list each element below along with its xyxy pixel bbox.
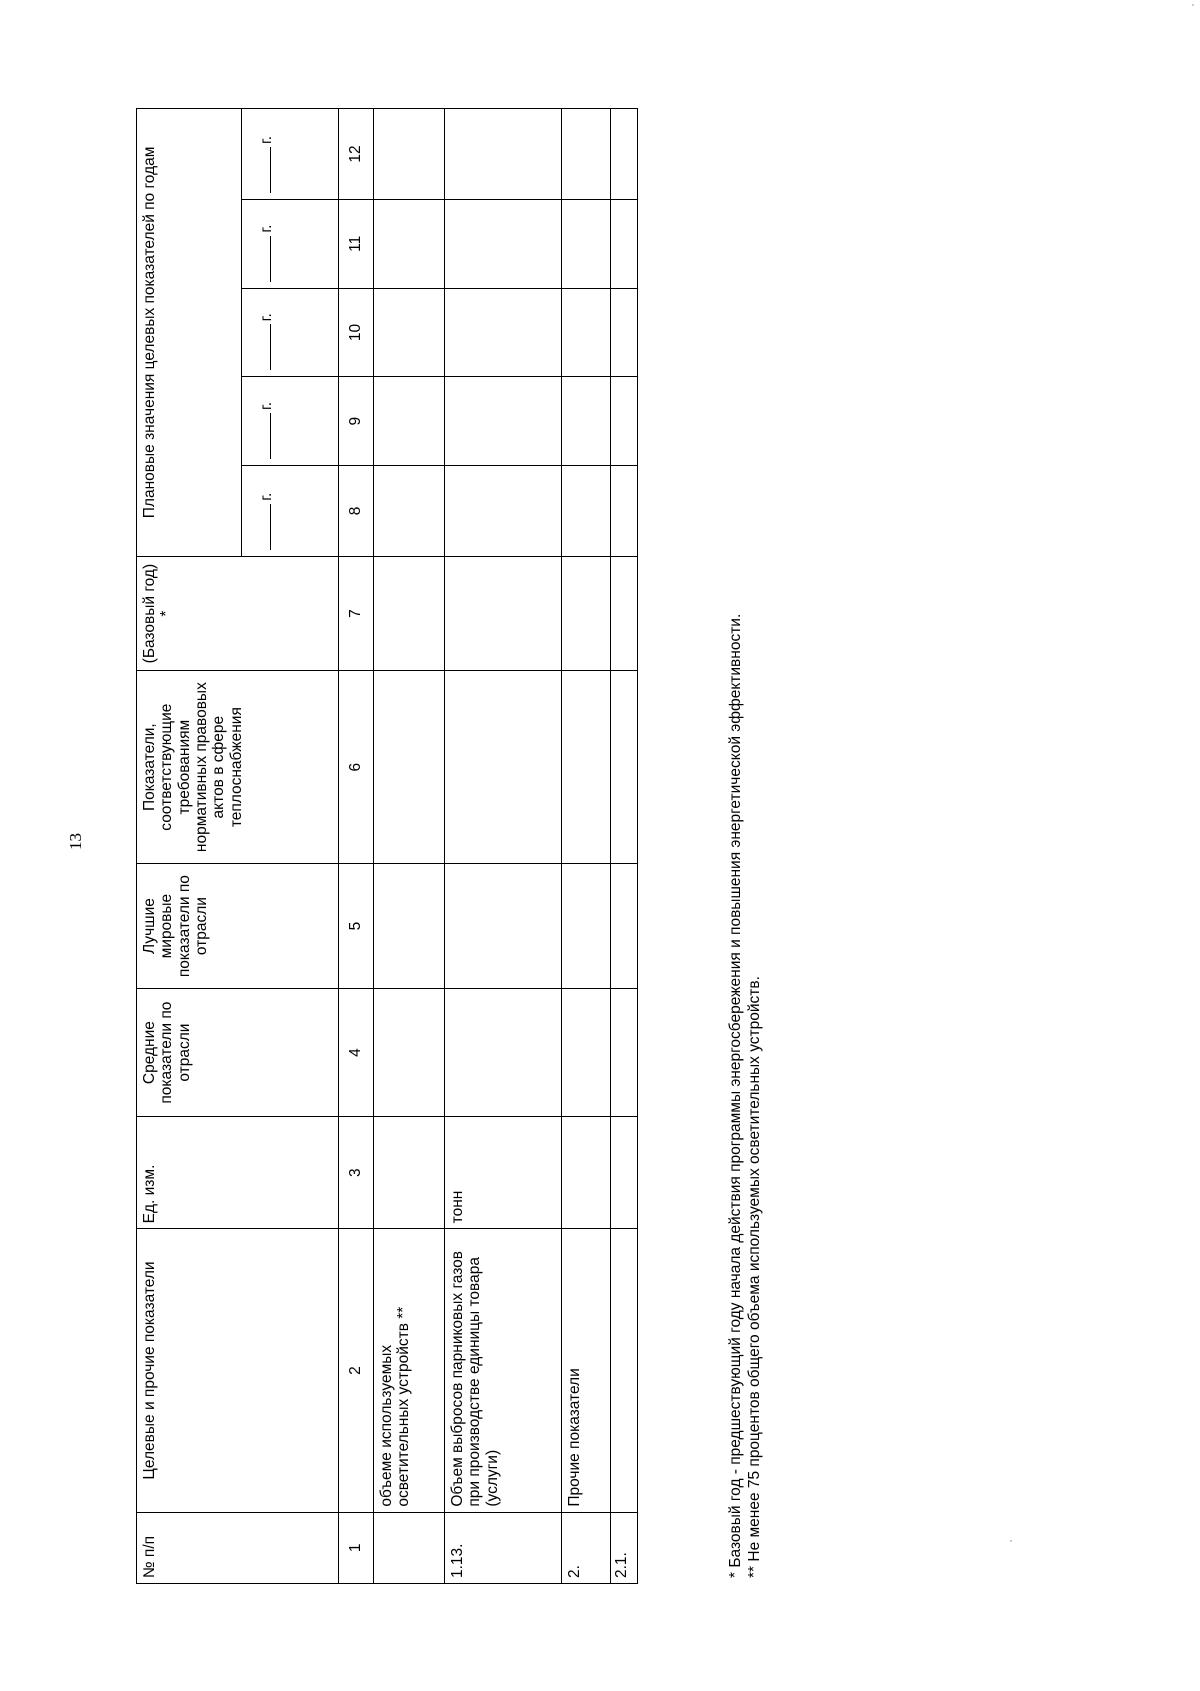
row-cell	[611, 109, 638, 200]
row-cell	[562, 671, 611, 863]
header-unit: Ед. изм.	[137, 1116, 339, 1228]
header-num: № п/п	[137, 1512, 339, 1583]
row-cell	[445, 465, 562, 556]
row-cell	[374, 556, 445, 671]
row-cell	[562, 288, 611, 377]
row-unit	[611, 1116, 638, 1228]
row-cell	[374, 465, 445, 556]
scan-speck	[1192, 4, 1194, 6]
row-num: 1.13.	[445, 1512, 562, 1583]
footnote-base-year: * Базовый год - предшествующий году начала действия программы энергосбережения и повышения энергетической эффективности.	[727, 613, 744, 1578]
row-num	[374, 1512, 445, 1583]
header-planned-values: Плановые значения целевых показателей по годам	[137, 109, 242, 557]
column-number: 3	[339, 1116, 374, 1228]
header-year: г.	[242, 465, 339, 556]
rotated-page-content	[136, 104, 764, 1584]
column-number: 11	[339, 200, 374, 289]
row-cell	[445, 863, 562, 988]
row-cell	[611, 863, 638, 988]
column-number: 12	[339, 109, 374, 200]
row-cell	[445, 200, 562, 289]
column-number: 5	[339, 863, 374, 988]
row-unit	[374, 1116, 445, 1228]
row-cell	[611, 200, 638, 289]
header-row	[137, 109, 242, 1584]
row-cell	[374, 989, 445, 1117]
row-num: 2.	[562, 1512, 611, 1583]
row-cell	[611, 288, 638, 377]
column-number: 6	[339, 671, 374, 863]
row-cell	[562, 465, 611, 556]
table-row	[562, 109, 611, 1584]
header-indicators: Целевые и прочие показатели	[137, 1229, 339, 1512]
header-year: г.	[242, 109, 339, 200]
column-number: 2	[339, 1229, 374, 1512]
row-indicator: Объем выбросов парниковых газов при производстве единицы товара (услуги)	[445, 1229, 562, 1512]
table-row	[611, 109, 638, 1584]
row-indicator	[611, 1229, 638, 1512]
row-cell	[445, 288, 562, 377]
table-row	[374, 109, 445, 1584]
row-unit: тонн	[445, 1116, 562, 1228]
header-average: Средние показатели по отрасли	[137, 989, 339, 1117]
row-cell	[611, 671, 638, 863]
header-regulatory: Показатели, соответствующие требованиям нормативных правовых актов в сфере теплоснабжения	[137, 671, 339, 863]
row-cell	[374, 377, 445, 466]
footnote-lighting: ** Не менее 75 процентов общего объема используемых осветительных устройств.	[746, 976, 764, 1578]
row-cell	[374, 863, 445, 988]
row-cell	[445, 671, 562, 863]
row-unit	[562, 1116, 611, 1228]
header-year: г.	[242, 288, 339, 377]
row-cell	[445, 377, 562, 466]
row-cell	[611, 377, 638, 466]
row-cell	[374, 200, 445, 289]
row-cell	[562, 863, 611, 988]
row-cell	[374, 671, 445, 863]
column-number: 9	[339, 377, 374, 466]
row-cell	[374, 288, 445, 377]
header-year: г.	[242, 200, 339, 289]
footnotes	[726, 118, 765, 1578]
page-number: 13	[66, 833, 85, 850]
row-num: 2.1.	[611, 1512, 638, 1583]
row-cell	[562, 556, 611, 671]
header-year: г.	[242, 377, 339, 466]
row-cell	[562, 109, 611, 200]
row-cell	[374, 109, 445, 200]
row-cell	[562, 989, 611, 1117]
column-numbers-row	[339, 109, 374, 1584]
scan-speck	[1010, 1540, 1012, 1542]
target-indicators-table	[136, 108, 638, 1584]
row-cell	[445, 109, 562, 200]
row-cell	[445, 556, 562, 671]
row-cell	[562, 200, 611, 289]
column-number: 4	[339, 989, 374, 1117]
table-row	[445, 109, 562, 1584]
row-cell	[611, 465, 638, 556]
row-cell	[611, 989, 638, 1117]
column-number: 8	[339, 465, 374, 556]
column-number: 7	[339, 556, 374, 671]
column-number: 1	[339, 1512, 374, 1583]
row-cell	[611, 556, 638, 671]
row-cell	[562, 377, 611, 466]
row-cell	[445, 989, 562, 1117]
row-indicator: объеме используемых осветительных устройств **	[374, 1229, 445, 1512]
header-best-world: Лучшие мировые показатели по отрасли	[137, 863, 339, 988]
header-base-year: (Базовый год) *	[137, 556, 339, 671]
row-indicator: Прочие показатели	[562, 1229, 611, 1512]
column-number: 10	[339, 288, 374, 377]
